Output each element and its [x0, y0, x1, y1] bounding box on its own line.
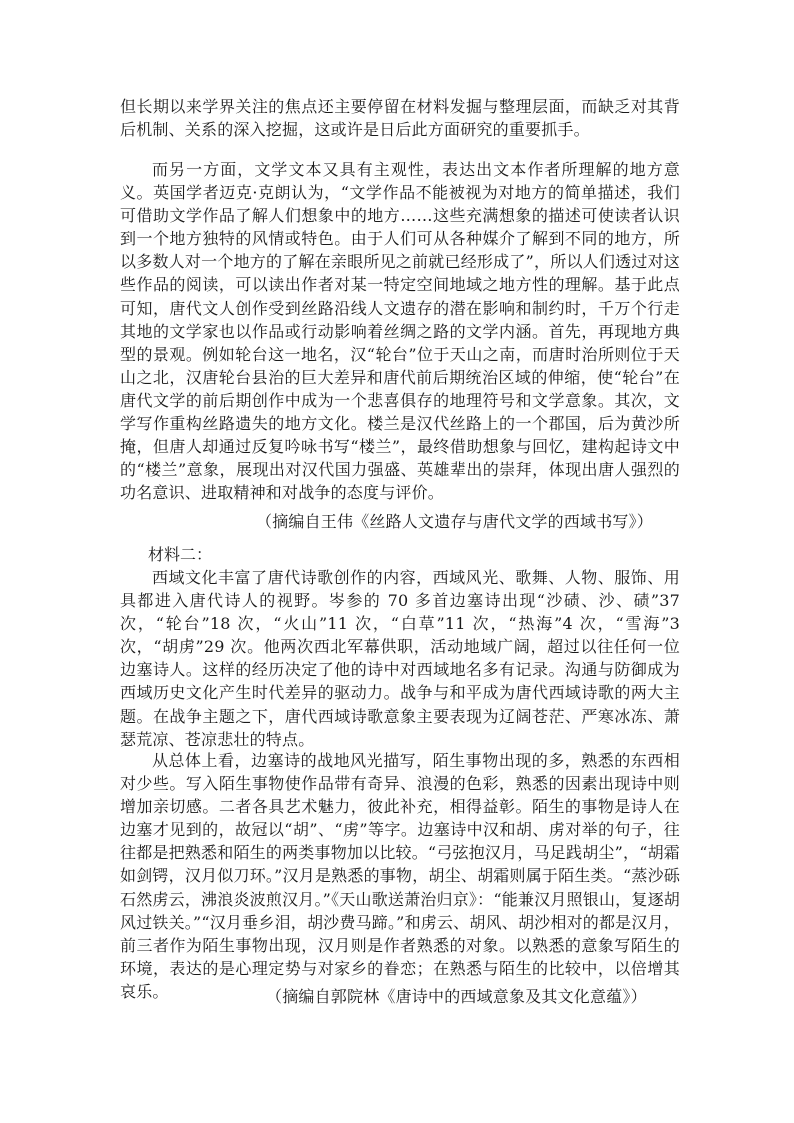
- material-two-paragraph-two: 从总体上看，边塞诗的战地风光描写，陌生事物出现的多，熟悉的东西相对少些。写入陌生事物使作品带有奇异、浪漫的色彩，熟悉的因素出现诗中则增加亲切感。二者各具艺术魅力，彼此补充，相得益彰。陌生的事物是诗人在边塞才见到的，故冠以“胡”、“虏”等字。边塞诗中汉和胡、虏对举的句子，往往都是把熟悉和陌生的两类事物加以比较。“弓弦抱汉月，马足践胡尘”，“胡霜如剑锷，汉月似刀环。”汉月是熟悉的事物，胡尘、胡霜则属于陌生类。“蒸沙砾石然虏云，沸浪炎波煎汉月。”《天山歌送萧治归京》：“能兼汉月照银山，复逐胡风过铁关。”“汉月垂乡泪，胡沙费马蹄。”和虏云、胡风、胡沙相对的都是汉月，前三者作为陌生事物出现，汉月则是作者熟悉的对象。以熟悉的意象写陌生的环境，表达的是心理定势与对家乡的眷恋；在熟悉与陌生的比较中，以倍增其哀乐。: [120, 751, 680, 1001]
- material-two-source-citation: （摘编自郭院林《唐诗中的西域意象及其文化意蕴》）: [266, 987, 647, 1006]
- material-two-label: 材料二：: [148, 545, 213, 564]
- material-one-paragraph-continued: 但长期以来学界关注的焦点还主要停留在材料发掘与整理层面，而缺乏对其背后机制、关系的深入挖掘，这或许是日后此方面研究的重要抓手。: [120, 97, 680, 140]
- material-one-paragraph-two: 而另一方面，文学文本又具有主观性，表达出文本作者所理解的地方意义。英国学者迈克·克朗认为，“文学作品不能被视为对地方的简单描述，我们可借助文学作品了解人们想象中的地方……这些充满想象的描述可使读者认识到一个地方独特的风情或特色。由于人们可从各种媒介了解到不同的地方，所以多数人对一个地方的了解在亲眼所见之前就已经形成了”，所以人们透过对这些作品的阅读，可以读出作者对某一特定空间地域之地方性的理解。基于此点可知，唐代文人创作受到丝路沿线人文遗存的潜在影响和制约时，千万个行走其地的文学家也以作品或行动影响着丝绸之路的文学内涵。首先，再现地方典型的景观。例如轮台这一地名，汉“轮台”位于天山之南，而唐时治所则位于天山之北，汉唐轮台县治的巨大差异和唐代前后期统治区域的伸缩，使“轮台”在唐代文学的前后期创作中成为一个悲喜俱存的地理符号和文学意象。其次，文学写作重构丝路遗失的地方文化。楼兰是汉代丝路上的一个郡国，后为黄沙所掩，但唐人却通过反复吟咏书写“楼兰”，最终借助想象与回忆，建构起诗文中的“楼兰”意象，展现出对汉代国力强盛、英雄辈出的崇拜，体现出唐人强烈的功名意识、进取精神和对战争的态度与评价。: [120, 160, 680, 503]
- material-two-paragraph-one: 西域文化丰富了唐代诗歌创作的内容，西域风光、歌舞、人物、服饰、用具都进入唐代诗人的视野。岑参的 70 多首边塞诗出现“沙碛、沙、碛”37次，“轮台”18 次，“火山”11 次，“白草”11 次，“热海”4 次，“雪海”3 次，“胡虏”29 次。他两次西北军幕供职，活动地域广阔，超过以往任何一位边塞诗人。这样的经历决定了他的诗中对西域地名多有记录。沟通与防御成为西域历史文化产生时代差异的驱动力。战争与和平成为唐代西域诗歌的两大主题。在战争主题之下，唐代西域诗歌意象主要表现为辽阔苍茫、严寒冰冻、萧瑟荒凉、苍凉悲壮的特点。: [120, 568, 680, 749]
- material-one-source-citation: （摘编自王伟《丝路人文遗存与唐代文学的西域书写》）: [256, 512, 654, 531]
